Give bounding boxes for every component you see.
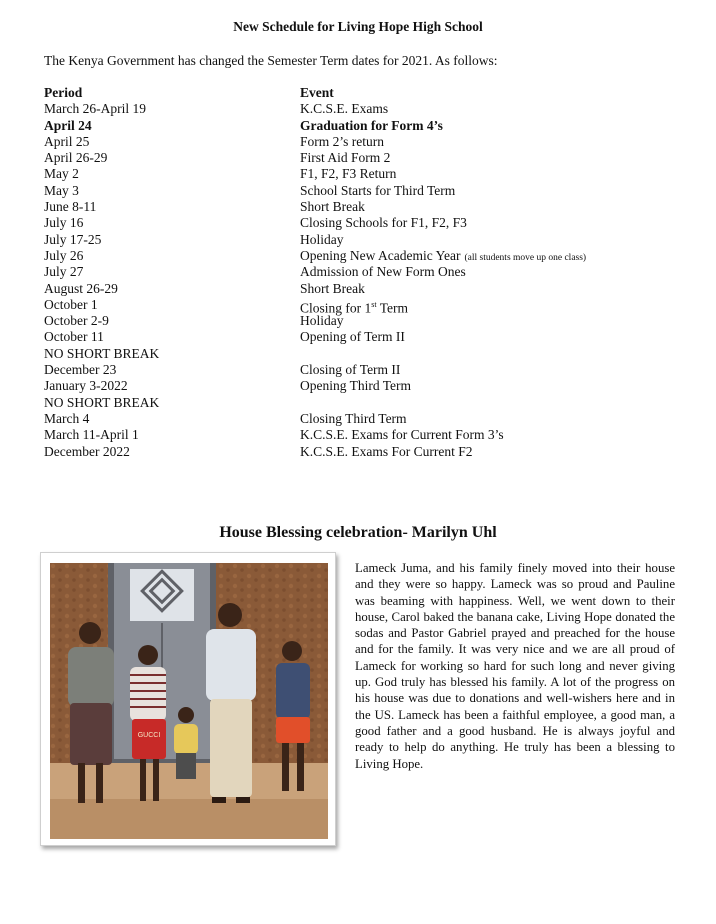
schedule-period: April 25 <box>44 133 90 149</box>
schedule-period: July 17-25 <box>44 231 102 247</box>
schedule-period: December 2022 <box>44 443 130 459</box>
schedule-period: NO SHORT BREAK <box>44 345 160 361</box>
schedule-row <box>44 411 644 427</box>
schedule-event-sup: st <box>371 299 377 309</box>
schedule-event <box>296 346 644 362</box>
family-photo <box>50 563 328 839</box>
schedule-event <box>296 166 644 182</box>
schedule-event-suffix: Term <box>376 300 409 316</box>
gucci-print: GUCCI <box>137 732 161 739</box>
schedule-row <box>44 150 644 166</box>
schedule-event <box>296 199 644 215</box>
schedule-event <box>296 215 644 231</box>
schedule-event <box>296 134 644 150</box>
schedule-event-text: Form 2’s return <box>300 133 384 149</box>
schedule-event-text: K.C.S.E. Exams <box>300 101 389 117</box>
event-header: Event <box>300 85 334 100</box>
schedule-period: July 26 <box>44 247 84 263</box>
schedule-event-text: Closing of Term II <box>300 362 401 378</box>
period-header: Period <box>44 85 83 100</box>
schedule-period: January 3-2022 <box>44 378 128 394</box>
schedule-event-text: First Aid Form 2 <box>300 150 391 166</box>
schedule-row <box>44 166 644 182</box>
schedule-period: March 4 <box>44 410 90 426</box>
schedule-row <box>44 362 644 378</box>
schedule-event <box>296 118 644 134</box>
schedule-event <box>296 395 644 411</box>
schedule-period: May 3 <box>44 182 79 198</box>
schedule-event <box>296 264 644 280</box>
schedule-event-text: K.C.S.E. Exams For Current F2 <box>300 443 473 459</box>
schedule-period: July 27 <box>44 264 84 280</box>
blessing-article: Lameck Juma, and his family finely moved into their house and they were so happy. Lameck was so proud and Pauline was beaming with happiness. Well, we went down to their house, Carol baked the banana cake, Living Hope donated the sodas and Pastor Gabriel prayed and preached for the house and for the family. It was very nice and we are all proud of Lameck for working so hard for such long and never giving up. God truly has blessed his family. A lot of the progress on his house was due to donations and well-wishers here and in the US. Lameck has been a faithful employee, a good man, a good father and a good husband. He is always joyful and ready to help do anything. He truly has been a blessing to Living Hope. <box>355 561 675 771</box>
schedule-event <box>296 378 644 394</box>
schedule-event-text: F1, F2, F3 Return <box>300 166 397 182</box>
schedule-event-note: (all students move up one class) <box>464 252 587 263</box>
schedule-event-text: Short Break <box>300 199 365 215</box>
schedule-title: New Schedule for Living Hope High School <box>233 19 483 34</box>
schedule-row <box>44 346 644 362</box>
schedule-period: NO SHORT BREAK <box>44 394 160 410</box>
schedule-event-text: Holiday <box>300 231 344 247</box>
schedule-row <box>44 427 644 443</box>
schedule-period: October 2-9 <box>44 313 109 329</box>
schedule-row <box>44 444 644 460</box>
schedule-row <box>44 296 644 316</box>
schedule-event <box>296 427 644 443</box>
schedule-event-text: Short Break <box>300 280 365 296</box>
schedule-period: August 26-29 <box>44 280 118 296</box>
schedule-row <box>44 118 644 134</box>
schedule-row <box>44 281 644 297</box>
schedule-period: October 1 <box>44 296 98 312</box>
family-photo-frame <box>40 552 336 846</box>
schedule-row <box>44 134 644 150</box>
schedule-period: December 23 <box>44 362 117 378</box>
schedule-period: October 11 <box>44 329 104 345</box>
schedule-event-text: Closing Schools for F1, F2, F3 <box>300 215 467 231</box>
schedule-event <box>296 101 644 117</box>
schedule-event-text: Admission of New Form Ones <box>300 264 466 280</box>
schedule-event <box>296 444 644 460</box>
schedule-period: April 24 <box>44 117 92 133</box>
schedule-period: July 16 <box>44 215 84 231</box>
schedule-row <box>44 264 644 280</box>
schedule-period: March 11-April 1 <box>44 427 139 443</box>
schedule-row <box>44 199 644 215</box>
schedule-table <box>44 85 644 460</box>
schedule-event <box>296 329 644 345</box>
schedule-row <box>44 183 644 199</box>
schedule-event-text: Graduation for Form 4’s <box>300 117 443 133</box>
schedule-event-text: Closing Third Term <box>300 410 407 426</box>
schedule-event <box>296 313 644 329</box>
schedule-event <box>296 297 644 316</box>
schedule-event <box>296 411 644 427</box>
schedule-period: May 2 <box>44 166 79 182</box>
schedule-period: March 26-April 19 <box>44 101 146 117</box>
schedule-intro: The Kenya Government has changed the Semester Term dates for 2021. As follows: <box>44 53 498 68</box>
schedule-row <box>44 329 644 345</box>
schedule-event-text: Opening New Academic Year <box>300 247 461 263</box>
schedule-row <box>44 101 644 117</box>
schedule-event-text: Closing for 1 <box>300 300 372 316</box>
schedule-rows <box>44 101 644 460</box>
blessing-title: House Blessing celebration- Marilyn Uhl <box>219 524 497 541</box>
schedule-header-row <box>44 85 644 101</box>
schedule-period: April 26-29 <box>44 150 108 166</box>
schedule-row <box>44 215 644 231</box>
schedule-event-text: Opening Third Term <box>300 378 412 394</box>
schedule-row <box>44 378 644 394</box>
schedule-event <box>296 248 644 264</box>
schedule-event <box>296 281 644 297</box>
schedule-row <box>44 232 644 248</box>
schedule-row <box>44 395 644 411</box>
schedule-event-text: School Starts for Third Term <box>300 182 456 198</box>
schedule-event <box>296 150 644 166</box>
schedule-period: June 8-11 <box>44 199 97 215</box>
schedule-event <box>296 232 644 248</box>
schedule-row <box>44 313 644 329</box>
schedule-event-text: Holiday <box>300 313 344 329</box>
schedule-event-text: Opening of Term II <box>300 329 405 345</box>
schedule-event <box>296 362 644 378</box>
schedule-event-text: K.C.S.E. Exams for Current Form 3’s <box>300 427 504 443</box>
schedule-event <box>296 183 644 199</box>
schedule-row <box>44 248 644 264</box>
